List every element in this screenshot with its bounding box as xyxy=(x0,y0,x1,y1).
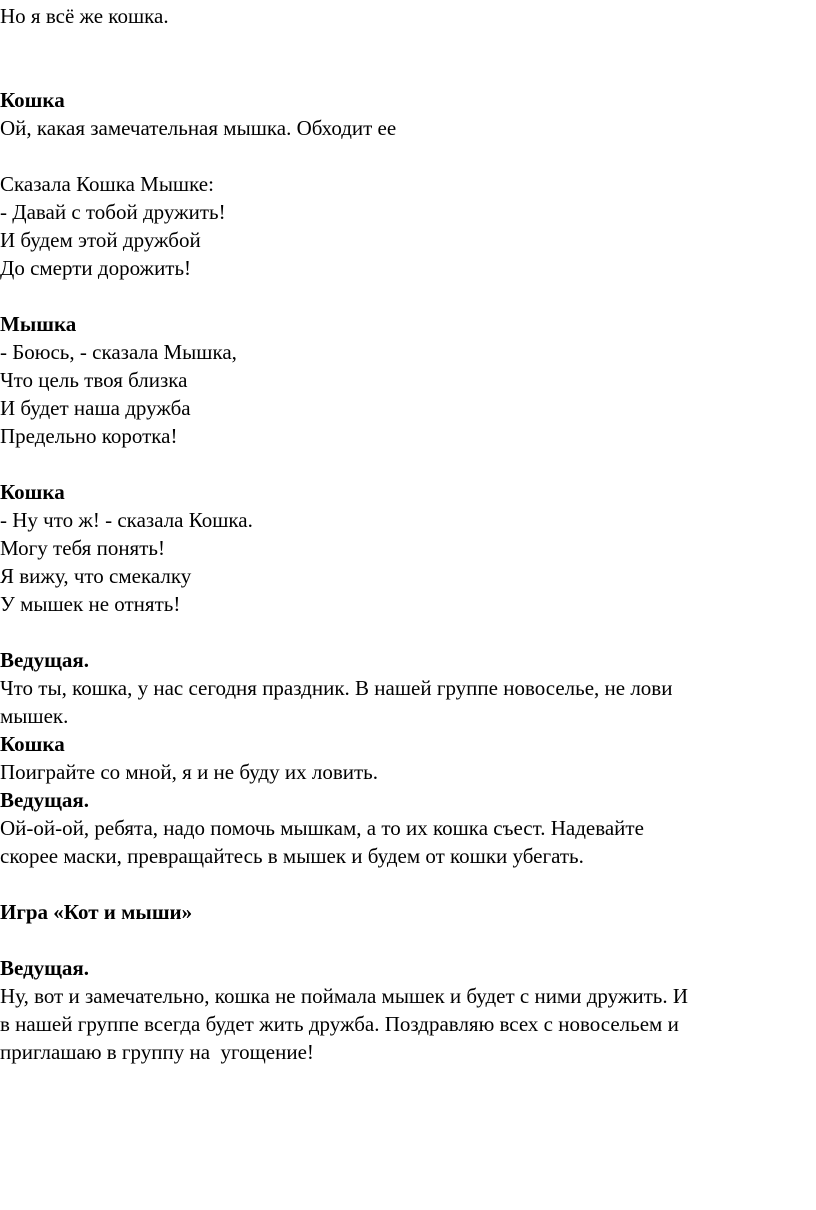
speaker-heading: Кошка xyxy=(0,480,65,504)
text-line: Что цель твоя близка xyxy=(0,368,188,392)
text-line: У мышек не отнять! xyxy=(0,592,181,616)
blank-line xyxy=(0,450,816,478)
text-line: Предельно коротка! xyxy=(0,424,178,448)
document-body xyxy=(0,2,816,1066)
speaker-heading: Кошка xyxy=(0,88,65,112)
text-line: Могу тебя понять! xyxy=(0,536,165,560)
speaker-heading: Ведущая. xyxy=(0,956,90,980)
text-line: Ой-ой-ой, ребята, надо помочь мышкам, а то их кошка съест. Надевайте xyxy=(0,816,644,840)
text-line: приглашаю в группу на угощение! xyxy=(0,1040,314,1064)
text-line: в нашей группе всегда будет жить дружба. Поздравляю всех с новосельем и xyxy=(0,1012,679,1036)
text-line: Но я всё же кошка. xyxy=(0,4,169,28)
text-line: - Боюсь, - сказала Мышка, xyxy=(0,340,237,364)
blank-line xyxy=(0,30,816,58)
text-line: До смерти дорожить! xyxy=(0,256,192,280)
text-line: Что ты, кошка, у нас сегодня праздник. В нашей группе новоселье, не лови xyxy=(0,676,673,700)
text-line: Я вижу, что смекалку xyxy=(0,564,192,588)
speaker-heading: Ведущая. xyxy=(0,648,90,672)
text-line: мышек. xyxy=(0,704,69,728)
blank-line xyxy=(0,870,816,898)
text-line: Сказала Кошка Мышке: xyxy=(0,172,214,196)
text-line: И будет наша дружба xyxy=(0,396,191,420)
speaker-heading: Кошка xyxy=(0,732,65,756)
text-line: И будем этой дружбой xyxy=(0,228,201,252)
blank-line xyxy=(0,58,816,86)
text-line: - Давай с тобой дружить! xyxy=(0,200,226,224)
text-line: Ну, вот и замечательно, кошка не поймала мышек и будет с ними дружить. И xyxy=(0,984,689,1008)
speaker-heading: Игра «Кот и мыши» xyxy=(0,900,193,924)
blank-line xyxy=(0,926,816,954)
blank-line xyxy=(0,618,816,646)
text-line: скорее маски, превращайтесь в мышек и будем от кошки убегать. xyxy=(0,844,584,868)
text-line: - Ну что ж! - сказала Кошка. xyxy=(0,508,253,532)
text-line: Ой, какая замечательная мышка. Обходит ее xyxy=(0,116,397,140)
blank-line xyxy=(0,282,816,310)
speaker-heading: Ведущая. xyxy=(0,788,90,812)
blank-line xyxy=(0,142,816,170)
speaker-heading: Мышка xyxy=(0,312,77,336)
text-line: Поиграйте со мной, я и не буду их ловить. xyxy=(0,760,378,784)
